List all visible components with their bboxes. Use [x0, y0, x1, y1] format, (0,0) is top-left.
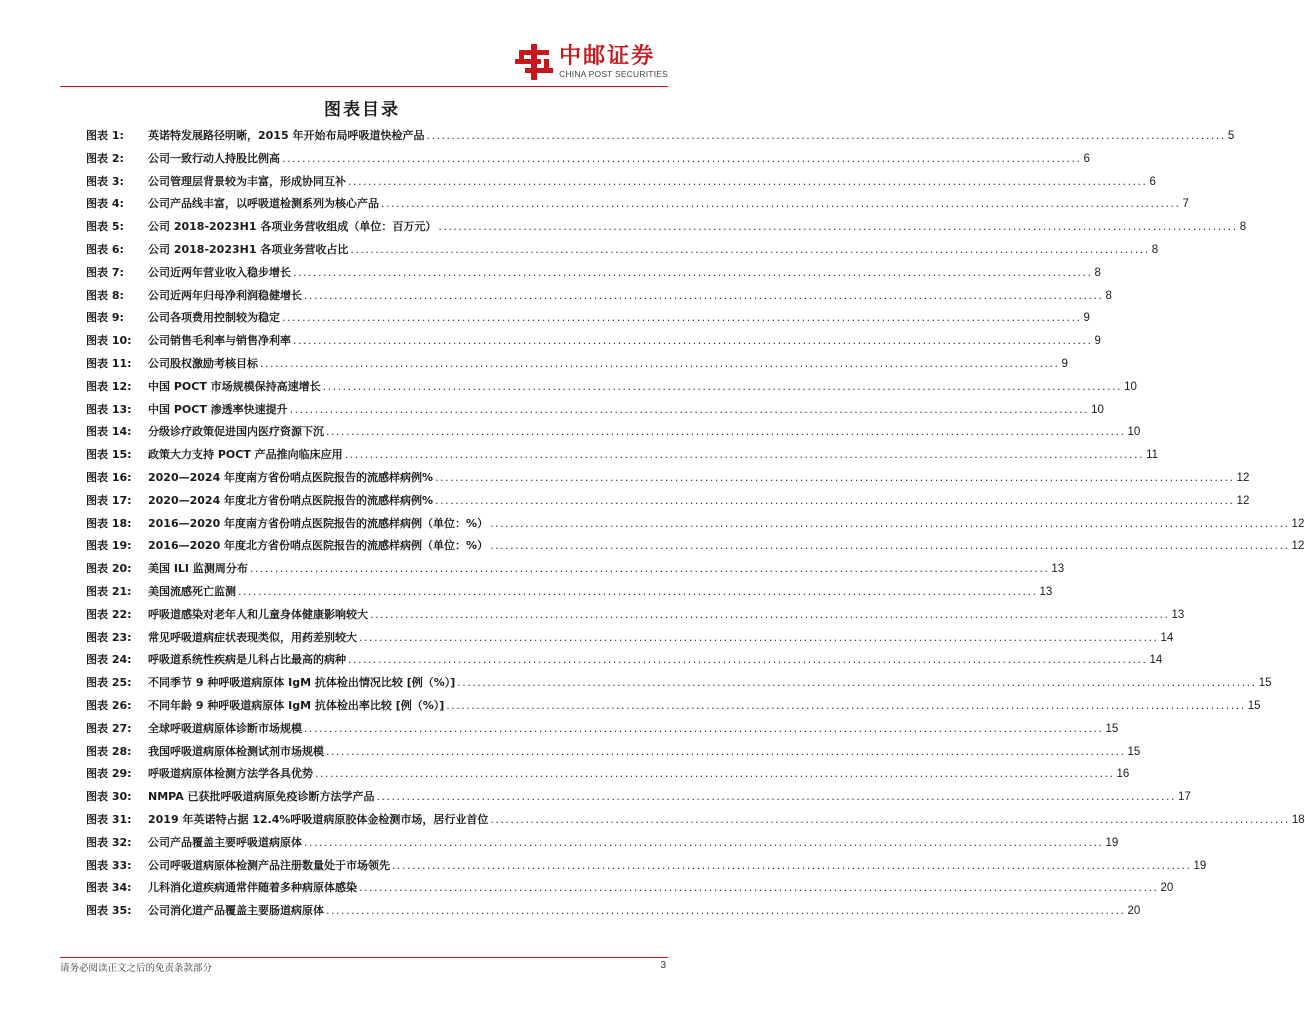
toc-entry-number: 图表 18:	[86, 516, 132, 530]
toc-leader-dots	[304, 722, 1103, 735]
toc-entry-title: 公司近两年营业收入稳步增长	[148, 265, 291, 279]
toc-entry[interactable]	[86, 150, 1090, 173]
toc-entry[interactable]	[86, 811, 1305, 834]
toc-entry-page: 11	[1146, 449, 1159, 462]
toc-entry[interactable]	[86, 218, 1247, 241]
page-title: 图表目录	[324, 100, 400, 120]
toc-entry-page: 15	[1258, 677, 1272, 690]
toc-leader-dots	[435, 494, 1234, 507]
toc-entry-page: 20	[1127, 905, 1141, 918]
header-divider	[60, 86, 668, 87]
toc-entry-page: 17	[1178, 791, 1191, 804]
toc-leader-dots	[359, 631, 1158, 644]
logo-chinese-name: 中邮证券	[559, 43, 656, 69]
toc-leader-dots	[392, 859, 1191, 872]
toc-leader-dots	[326, 904, 1125, 917]
toc-entry-title: 呼吸道系统性疾病是儿科占比最高的病种	[148, 653, 346, 667]
toc-entry[interactable]	[86, 765, 1130, 788]
toc-entry-number: 图表 28:	[86, 744, 132, 758]
toc-entry-number: 图表 6:	[86, 242, 124, 256]
toc-entry[interactable]	[86, 309, 1090, 332]
toc-entry-number: 图表 11:	[86, 356, 132, 370]
toc-leader-dots	[348, 175, 1147, 188]
toc-entry-title: 2016—2020 年度南方省份哨点医院报告的流感样病例（单位：%）	[148, 516, 489, 530]
toc-entry-page: 15	[1105, 722, 1119, 735]
toc-entry-title: 2019 年英诺特占据 12.4%呼吸道病原胶体金检测市场，居行业首位	[148, 812, 489, 826]
footer-disclaimer: 请务必阅读正文之后的免责条款部分	[60, 963, 213, 974]
toc-entry[interactable]	[86, 606, 1185, 629]
toc-entry-title: 公司 2018-2023H1 各项业务营收组成（单位：百万元）	[148, 220, 437, 234]
toc-entry-page: 8	[1094, 266, 1101, 279]
toc-leader-dots	[377, 790, 1176, 803]
toc-entry-page: 14	[1160, 631, 1174, 644]
toc-entry[interactable]	[86, 674, 1272, 697]
toc-entry-page: 9	[1061, 357, 1068, 370]
toc-leader-dots	[359, 881, 1158, 894]
toc-entry-page: 12	[1236, 494, 1250, 507]
toc-entry[interactable]	[86, 401, 1104, 424]
toc-entry-title: 美国 ILI 监测周分布	[148, 562, 248, 576]
toc-entry-number: 图表 4:	[86, 197, 124, 211]
toc-entry-number: 图表 21:	[86, 584, 132, 598]
toc-entry-number: 图表 17:	[86, 493, 132, 507]
toc-leader-dots	[490, 813, 1289, 826]
toc-entry-title: 不同年龄 9 种呼吸道病原体 IgM 抗体检出率比较 [例（%）]	[148, 698, 445, 712]
toc-entry-title: NMPA 已获批呼吸道病原免疫诊断方法学产品	[148, 790, 375, 804]
toc-entry-page: 13	[1039, 585, 1053, 598]
toc-entry[interactable]	[86, 720, 1119, 743]
toc-entry-number: 图表 35:	[86, 904, 132, 918]
toc-entry-number: 图表 12:	[86, 379, 132, 393]
toc-entry-title: 呼吸道感染对老年人和儿童身体健康影响较大	[148, 607, 368, 621]
toc-entry-title: 公司产品线丰富，以呼吸道检测系列为核心产品	[148, 197, 379, 211]
toc-entry-page: 12	[1291, 517, 1305, 530]
toc-entry-title: 政策大力支持 POCT 产品推向临床应用	[148, 448, 343, 462]
toc-entry-page: 10	[1091, 403, 1104, 416]
toc-entry[interactable]	[86, 583, 1053, 606]
toc-entry[interactable]	[86, 834, 1119, 857]
toc-entry-title: 呼吸道病原体检测方法学各具优势	[148, 767, 313, 781]
toc-entry-number: 图表 20:	[86, 562, 132, 576]
toc-entry[interactable]	[86, 537, 1305, 560]
toc-entry-page: 13	[1171, 608, 1185, 621]
toc-entry-title: 公司 2018-2023H1 各项业务营收占比	[148, 242, 349, 256]
toc-entry-number: 图表 3:	[86, 174, 124, 188]
toc-leader-dots	[250, 562, 1049, 575]
toc-entry-number: 图表 22:	[86, 607, 132, 621]
toc-entry[interactable]	[86, 332, 1101, 355]
toc-leader-dots	[446, 699, 1245, 712]
toc-entry[interactable]	[86, 651, 1163, 674]
toc-entry-number: 图表 16:	[86, 470, 132, 484]
toc-entry-page: 15	[1127, 745, 1141, 758]
toc-entry-number: 图表 14:	[86, 425, 132, 439]
toc-leader-dots	[282, 311, 1081, 324]
toc-entry-title: 我国呼吸道病原体检测试剂市场规模	[148, 744, 324, 758]
toc-entry-number: 图表 34:	[86, 881, 132, 895]
toc-leader-dots	[315, 767, 1114, 780]
toc-entry-number: 图表 1:	[86, 129, 124, 142]
toc-leader-dots	[350, 243, 1149, 256]
toc-entry-page: 20	[1160, 882, 1174, 895]
toc-entry[interactable]	[86, 469, 1250, 492]
toc-leader-dots	[290, 403, 1089, 416]
toc-entry-page: 10	[1127, 426, 1141, 439]
toc-entry-number: 图表 24:	[86, 653, 132, 667]
toc-entry-number: 图表 5:	[86, 220, 124, 234]
toc-entry-page: 8	[1105, 289, 1112, 302]
toc-leader-dots	[282, 152, 1081, 165]
toc-entry[interactable]	[86, 446, 1159, 469]
toc-entry-title: 2016—2020 年度北方省份哨点医院报告的流感样病例（单位：%）	[148, 539, 489, 553]
china-post-logo-icon	[515, 42, 553, 82]
toc-leader-dots	[304, 836, 1103, 849]
toc-leader-dots	[260, 357, 1059, 370]
toc-leader-dots	[238, 585, 1037, 598]
toc-leader-dots	[490, 517, 1289, 530]
toc-entry[interactable]	[86, 287, 1112, 310]
toc-entry-page: 13	[1051, 563, 1065, 576]
toc-entry-title: 公司销售毛利率与销售净利率	[148, 334, 291, 348]
toc-entry-number: 图表 13:	[86, 402, 132, 416]
toc-entry-page: 5	[1227, 130, 1235, 142]
toc-entry-number: 图表 7:	[86, 265, 124, 279]
toc-entry-title: 公司近两年归母净利润稳健增长	[148, 288, 302, 302]
toc-entry[interactable]	[86, 629, 1174, 652]
toc-entry-number: 图表 10:	[86, 334, 132, 348]
toc-leader-dots	[326, 745, 1125, 758]
toc-entry-page: 8	[1239, 221, 1247, 234]
toc-entry-title: 公司股权激励考核目标	[148, 356, 258, 370]
toc-entry-page: 10	[1124, 380, 1137, 393]
toc-entry[interactable]	[86, 560, 1065, 583]
toc-entry-page: 8	[1151, 243, 1159, 256]
toc-leader-dots	[345, 448, 1144, 461]
toc-entry-page: 9	[1083, 312, 1090, 325]
toc-entry[interactable]	[86, 355, 1068, 378]
toc-entry[interactable]	[86, 264, 1101, 287]
toc-entry-title: 公司管理层背景较为丰富，形成协同互补	[148, 174, 346, 188]
toc-entry-title: 中国 POCT 渗透率快速提升	[148, 402, 288, 416]
logo-english-name: CHINA POST SECURITIES	[559, 68, 668, 79]
toc-entry-title: 儿科消化道疾病通常伴随着多种病原体感染	[148, 881, 357, 895]
toc-leader-dots	[490, 539, 1289, 552]
toc-entry[interactable]	[86, 492, 1250, 515]
toc-leader-dots	[326, 425, 1125, 438]
toc-entry-page: 14	[1149, 654, 1163, 667]
toc-entry[interactable]	[86, 378, 1137, 401]
footer-divider	[60, 957, 668, 958]
toc-entry-page: 18	[1291, 813, 1305, 826]
toc-entry[interactable]	[86, 788, 1191, 811]
page-number: 3	[660, 960, 666, 971]
toc-entry-number: 图表 19:	[86, 539, 132, 553]
toc-entry-title: 公司一致行动人持股比例高	[148, 151, 280, 165]
toc-entry-page: 12	[1236, 471, 1250, 484]
toc-entry-number: 图表 33:	[86, 858, 132, 872]
toc-entry-number: 图表 9:	[86, 311, 124, 325]
toc-entry-title: 2020—2024 年度南方省份哨点医院报告的流感样病例%	[148, 470, 434, 484]
toc-entry-number: 图表 25:	[86, 676, 132, 690]
toc-entry-title: 公司各项费用控制较为稳定	[148, 311, 280, 325]
toc-entry-number: 图表 8:	[86, 288, 124, 302]
toc-leader-dots	[293, 266, 1092, 279]
toc-entry-number: 图表 30:	[86, 790, 132, 804]
toc-entry-page: 15	[1247, 699, 1261, 712]
figure-toc-list	[86, 127, 1305, 925]
toc-leader-dots	[370, 608, 1169, 621]
toc-leader-dots	[381, 197, 1180, 210]
toc-entry-number: 图表 15:	[86, 448, 132, 462]
toc-leader-dots	[457, 676, 1256, 689]
toc-entry-page: 6	[1149, 175, 1156, 188]
toc-entry-page: 19	[1105, 836, 1119, 849]
toc-entry-title: 全球呼吸道病原体诊断市场规模	[148, 721, 302, 735]
toc-leader-dots	[438, 220, 1237, 233]
toc-entry[interactable]	[86, 423, 1141, 446]
toc-entry-page: 16	[1116, 768, 1130, 781]
toc-entry[interactable]	[86, 697, 1261, 720]
toc-entry-page: 7	[1182, 198, 1189, 211]
toc-leader-dots	[435, 471, 1234, 484]
brand-logo	[515, 42, 668, 82]
toc-entry[interactable]	[86, 515, 1305, 538]
toc-entry-title: 分级诊疗政策促进国内医疗资源下沉	[148, 425, 324, 439]
toc-entry-title: 常见呼吸道病症状表现类似，用药差别较大	[148, 630, 357, 644]
toc-entry[interactable]	[86, 241, 1159, 264]
toc-entry-number: 图表 26:	[86, 698, 132, 712]
toc-entry[interactable]	[86, 743, 1141, 766]
toc-entry[interactable]	[86, 195, 1189, 218]
toc-entry-title: 美国流感死亡监测	[148, 584, 236, 598]
toc-entry-number: 图表 31:	[86, 812, 132, 826]
toc-leader-dots	[293, 334, 1092, 347]
toc-leader-dots	[348, 653, 1147, 666]
toc-entry-number: 图表 29:	[86, 767, 132, 781]
toc-entry-number: 图表 23:	[86, 630, 132, 644]
toc-entry-page: 9	[1094, 335, 1101, 348]
toc-entry-number: 图表 32:	[86, 835, 132, 849]
toc-entry-page: 6	[1083, 152, 1090, 165]
toc-entry-title: 中国 POCT 市场规模保持高速增长	[148, 379, 321, 393]
toc-entry-number: 图表 27:	[86, 721, 132, 735]
toc-entry[interactable]	[86, 902, 1141, 925]
toc-entry-title: 公司呼吸道病原体检测产品注册数量处于市场领先	[148, 858, 390, 872]
toc-entry-number: 图表 2:	[86, 151, 124, 165]
toc-entry-page: 12	[1291, 540, 1305, 553]
toc-entry-title: 公司消化道产品覆盖主要肠道病原体	[148, 904, 324, 918]
toc-entry[interactable]	[86, 127, 1235, 150]
toc-entry-page: 19	[1193, 859, 1207, 872]
toc-leader-dots	[304, 289, 1103, 302]
toc-entry-title: 英诺特发展路径明晰，2015 年开始布局呼吸道快检产品	[148, 129, 425, 142]
toc-leader-dots	[426, 129, 1225, 142]
toc-leader-dots	[323, 380, 1122, 393]
toc-entry-title: 公司产品覆盖主要呼吸道病原体	[148, 835, 302, 849]
toc-entry[interactable]	[86, 857, 1207, 880]
toc-entry-title: 2020—2024 年度北方省份哨点医院报告的流感样病例%	[148, 493, 434, 507]
toc-entry[interactable]	[86, 879, 1174, 902]
toc-entry[interactable]	[86, 173, 1156, 196]
toc-entry-title: 不同季节 9 种呼吸道病原体 IgM 抗体检出情况比较 [例（%）]	[148, 676, 456, 690]
